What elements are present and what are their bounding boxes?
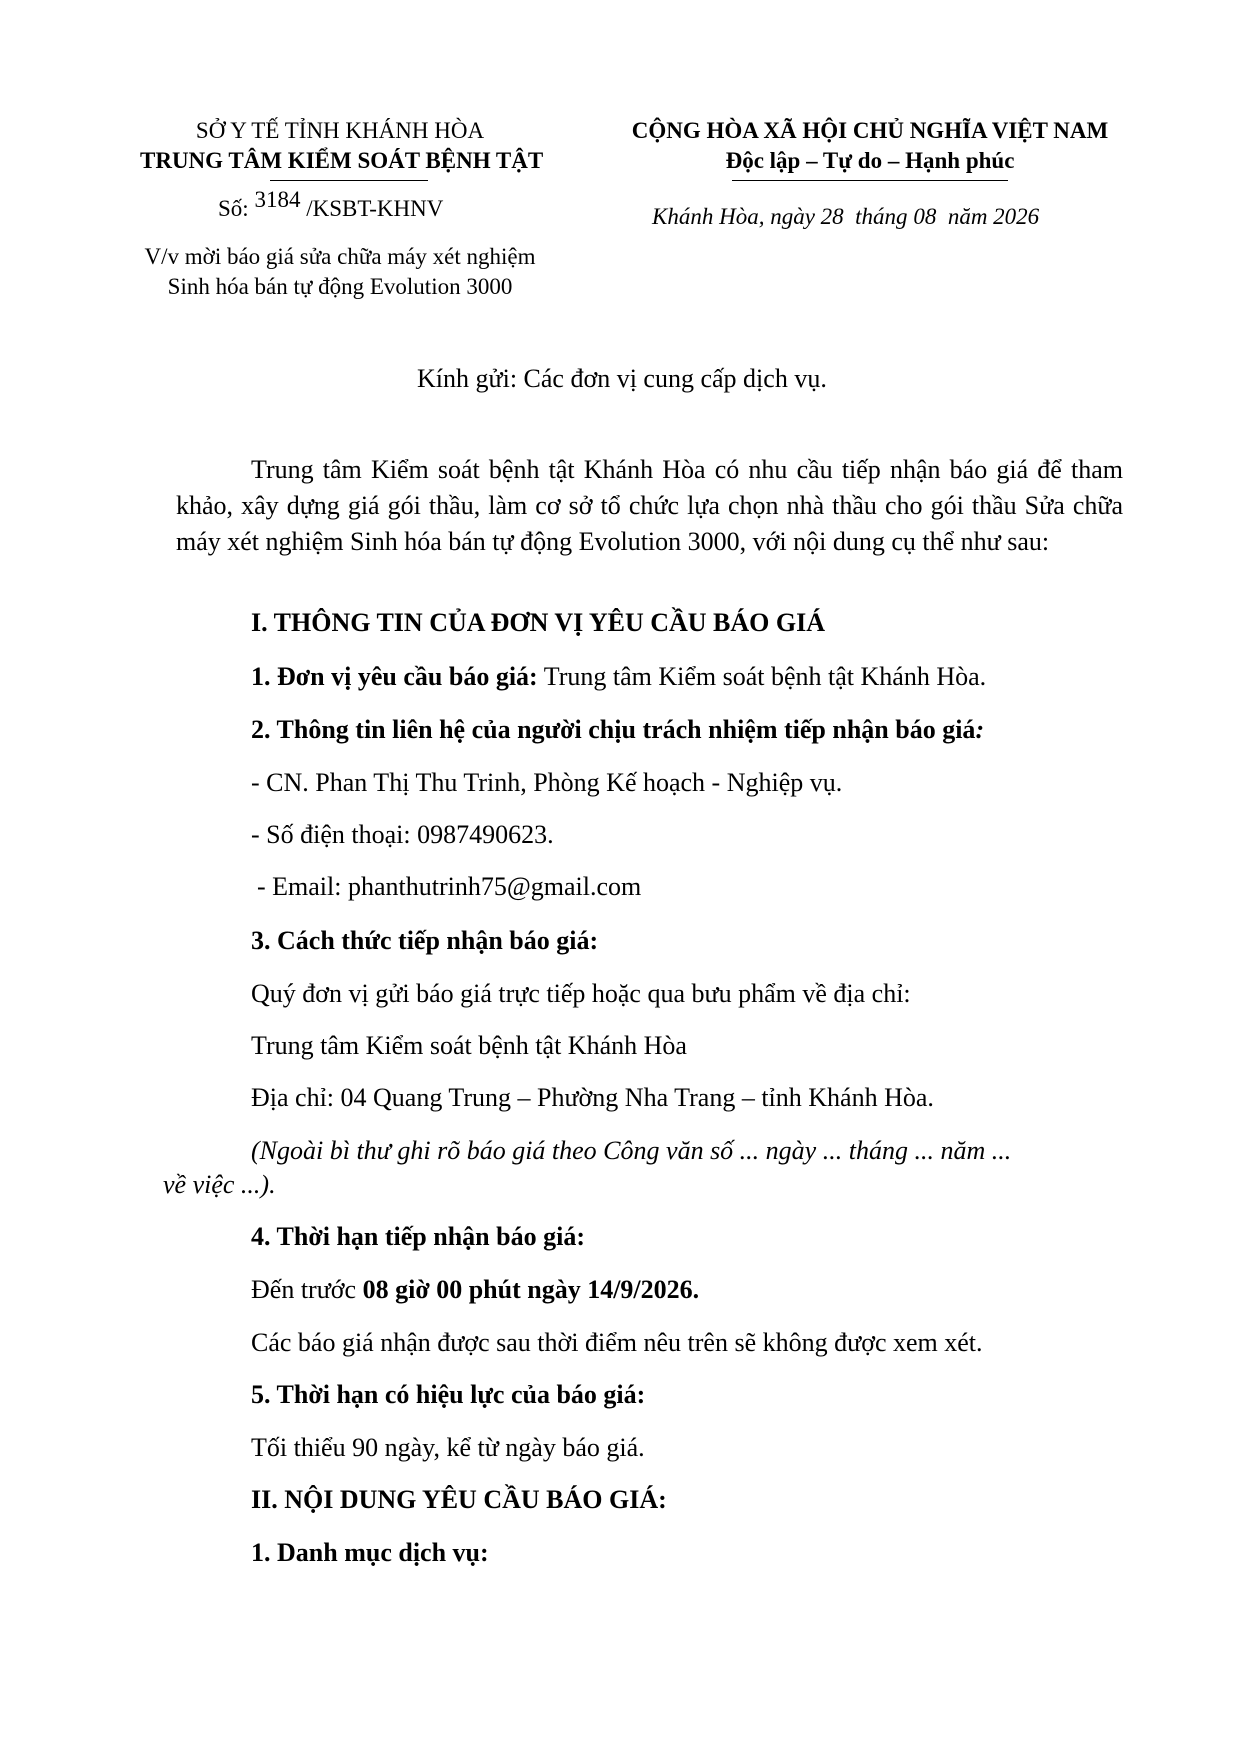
issue-date [652, 204, 1039, 230]
number-suffix: /KSBT-KHNV [306, 196, 444, 221]
greeting: Kính gửi: Các đơn vị cung cấp dịch vụ. [417, 364, 827, 393]
number-label: Số: [218, 196, 249, 221]
item-2-label: 2. Thông tin liên hệ của người chịu trách nhiệm tiếp nhận báo giá [251, 715, 976, 744]
item-2 [251, 713, 984, 747]
organization-underline [270, 180, 428, 181]
recipient-address: Địa chỉ: 04 Quang Trung – Phường Nha Trang – tỉnh Khánh Hòa. [251, 1083, 934, 1112]
subject-line-2: Sinh hóa bán tự động Evolution 3000 [167, 274, 513, 299]
section-1-heading: I. THÔNG TIN CỦA ĐƠN VỊ YÊU CẦU BÁO GIÁ [251, 608, 826, 637]
number-value: 3184 [254, 187, 301, 212]
contact-phone: - Số điện thoại: 0987490623. [251, 820, 554, 849]
item-5-heading: 5. Thời hạn có hiệu lực của báo giá: [251, 1380, 646, 1409]
date-month-label: tháng [855, 204, 908, 229]
item-1-label: 1. Đơn vị yêu cầu báo giá: [251, 662, 538, 691]
item-1 [251, 660, 986, 694]
document-number [218, 187, 444, 222]
deadline [251, 1273, 699, 1307]
intro-paragraph [176, 452, 1123, 560]
item-3-heading: 3. Cách thức tiếp nhận báo giá: [251, 926, 599, 955]
motto-underline [732, 180, 1008, 181]
date-month: 08 [913, 204, 937, 229]
section-2-item-1: 1. Danh mục dịch vụ: [251, 1538, 489, 1567]
recipient-name: Trung tâm Kiểm soát bệnh tật Khánh Hòa [251, 1031, 687, 1060]
late-note: Các báo giá nhận được sau thời điểm nêu trên sẽ không được xem xét. [251, 1328, 983, 1357]
item-1-value: Trung tâm Kiểm soát bệnh tật Khánh Hòa. [537, 662, 987, 691]
date-year: năm 2026 [947, 204, 1040, 229]
subject-line-1: V/v mời báo giá sửa chữa máy xét nghiệm [144, 244, 536, 269]
validity-period: Tối thiểu 90 ngày, kể từ ngày báo giá. [251, 1433, 645, 1462]
envelope-note-line-2: về việc ...). [163, 1170, 276, 1199]
department-name: SỞ Y TẾ TỈNH KHÁNH HÒA [195, 118, 485, 143]
item-2-colon: : [975, 715, 985, 744]
deadline-prefix: Đến trước [251, 1275, 363, 1304]
organization-name: TRUNG TÂM KIỂM SOÁT BỆNH TẬT [140, 148, 544, 173]
item-3-text: Quý đơn vị gửi báo giá trực tiếp hoặc qua bưu phẩm về địa chỉ: [251, 979, 911, 1008]
date-day: 28 [820, 204, 844, 229]
contact-email: - Email: phanthutrinh75@gmail.com [257, 872, 642, 901]
date-prefix: Khánh Hòa, ngày [652, 204, 815, 229]
nation-title: CỘNG HÒA XÃ HỘI CHỦ NGHĨA VIỆT NAM [631, 118, 1109, 143]
contact-name: - CN. Phan Thị Thu Trinh, Phòng Kế hoạch - Nghiệp vụ. [251, 768, 843, 797]
intro-text: Trung tâm Kiểm soát bệnh tật Khánh Hòa có nhu cầu tiếp nhận báo giá để tham khảo, xây dựng giá gói thầu, làm cơ sở tổ chức lựa chọn nhà thầu cho gói thầu Sửa chữa máy xét nghiệm Sinh hóa bán tự động Evolution 3000, với nội dung cụ thể như sau: [176, 455, 1123, 556]
item-4-heading: 4. Thời hạn tiếp nhận báo giá: [251, 1222, 585, 1251]
envelope-note-line-1: (Ngoài bì thư ghi rõ báo giá theo Công văn số ... ngày ... tháng ... năm ... [251, 1136, 1012, 1165]
deadline-value: 08 giờ 00 phút ngày 14/9/2026. [362, 1275, 700, 1304]
national-motto: Độc lập – Tự do – Hạnh phúc [725, 148, 1015, 173]
section-2-heading: II. NỘI DUNG YÊU CẦU BÁO GIÁ: [251, 1485, 667, 1514]
